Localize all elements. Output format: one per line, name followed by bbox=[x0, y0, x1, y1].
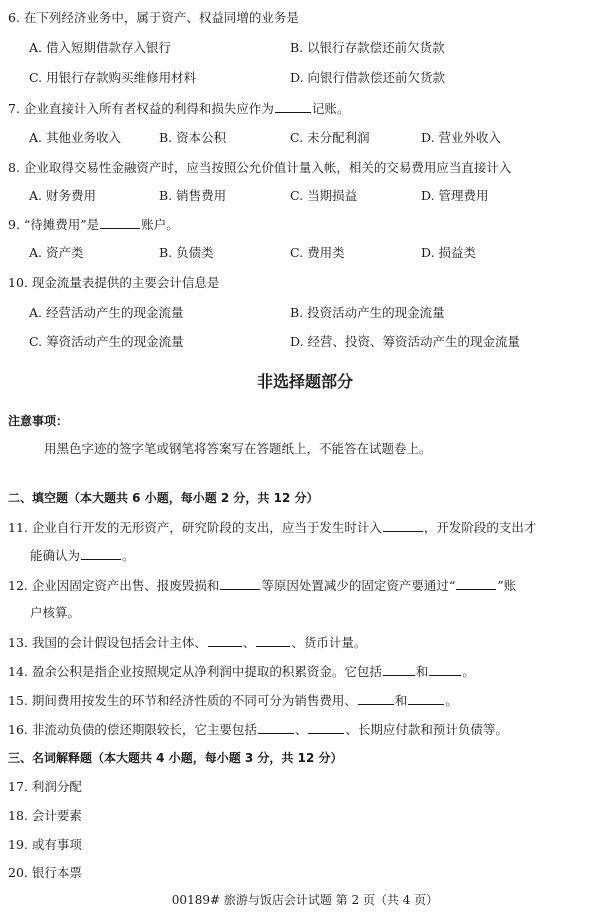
answer-blank bbox=[383, 663, 415, 676]
q6-option-d: D. 向银行借款偿还前欠货款 bbox=[290, 70, 446, 85]
q9-option-a: A. 资产类 bbox=[29, 245, 84, 260]
q7-option-a: A. 其他业务收入 bbox=[29, 130, 121, 145]
q7-stem-before: 7. 企业直接计入所有者权益的利得和损失应作为 bbox=[8, 101, 274, 116]
q15-text-b: 和 bbox=[394, 693, 408, 708]
q10-stem: 10. 现金流量表提供的主要会计信息是 bbox=[8, 275, 220, 290]
q12-text-a: 12. 企业因固定资产出售、报废毁损和 bbox=[8, 578, 220, 593]
part3-title: 三、名词解释题（本大题共 4 小题，每小题 3 分，共 12 分） bbox=[8, 751, 343, 765]
q11-line2 bbox=[30, 547, 135, 564]
answer-blank bbox=[308, 721, 344, 734]
q8-option-a: A. 财务费用 bbox=[29, 188, 96, 203]
q14-line bbox=[8, 663, 475, 680]
notice-body: 用黑色字迹的签字笔或钢笔将答案写在答题纸上，不能答在试题卷上。 bbox=[44, 441, 432, 456]
q9-option-b: B. 负债类 bbox=[159, 245, 214, 260]
q6-stem: 6. 在下列经济业务中，属于资产、权益同增的业务是 bbox=[8, 10, 299, 25]
q17-term: 17. 利润分配 bbox=[8, 779, 82, 794]
q19-term: 19. 或有事项 bbox=[8, 837, 82, 852]
q13-text-c: 、货币计量。 bbox=[291, 635, 367, 650]
answer-blank bbox=[100, 216, 140, 229]
q11-text-c: 能确认为 bbox=[30, 548, 81, 563]
q11-line1 bbox=[8, 519, 536, 536]
answer-blank bbox=[258, 721, 294, 734]
q14-text-c: 。 bbox=[462, 664, 475, 679]
q6-option-b: B. 以银行存款偿还前欠货款 bbox=[290, 40, 445, 55]
q13-text-a: 13. 我国的会计假设包括会计主体、 bbox=[8, 635, 207, 650]
q7-option-b: B. 资本公积 bbox=[159, 130, 227, 145]
q15-line bbox=[8, 692, 458, 709]
part2-title: 二、填空题（本大题共 6 小题，每小题 2 分，共 12 分） bbox=[8, 491, 319, 505]
q15-text-c: 。 bbox=[445, 693, 458, 708]
q18-term: 18. 会计要素 bbox=[8, 808, 82, 823]
q10-option-b: B. 投资活动产生的现金流量 bbox=[290, 305, 445, 320]
q11-text-b: ，开发阶段的支出才 bbox=[423, 520, 537, 535]
q7-option-d: D. 营业外收入 bbox=[421, 130, 502, 145]
q8-option-b: B. 销售费用 bbox=[159, 188, 227, 203]
q13-text-b: 、 bbox=[242, 635, 256, 650]
q8-option-c: C. 当期损益 bbox=[290, 188, 358, 203]
q7-stem-after: 记账。 bbox=[311, 101, 350, 116]
q8-option-d: D. 管理费用 bbox=[421, 188, 489, 203]
q10-option-d: D. 经营、投资、筹资活动产生的现金流量 bbox=[290, 334, 521, 349]
q6-option-a: A. 借入短期借款存入银行 bbox=[29, 40, 171, 55]
q7-stem bbox=[8, 100, 349, 117]
q8-stem: 8. 企业取得交易性金融资产时，应当按照公允价值计量入帐，相关的交易费用应当直接计入 bbox=[8, 160, 512, 175]
q12-line1 bbox=[8, 577, 516, 594]
q12-text-c: ”账 bbox=[497, 578, 517, 593]
q11-text-d: 。 bbox=[122, 548, 135, 563]
q13-line bbox=[8, 634, 366, 651]
q9-option-c: C. 费用类 bbox=[290, 245, 345, 260]
answer-blank bbox=[383, 519, 423, 532]
answer-blank bbox=[429, 663, 461, 676]
answer-blank bbox=[81, 547, 121, 560]
q16-line bbox=[8, 721, 508, 738]
q9-option-d: D. 损益类 bbox=[421, 245, 477, 260]
answer-blank bbox=[220, 577, 260, 590]
q12-line2: 户核算。 bbox=[30, 605, 81, 620]
q9-stem-before: 9. “待摊费用”是 bbox=[8, 217, 100, 232]
q16-text-c: 、长期应付款和预计负债等。 bbox=[345, 722, 508, 737]
q10-option-c: C. 筹资活动产生的现金流量 bbox=[29, 334, 184, 349]
answer-blank bbox=[358, 692, 394, 705]
q11-text-a: 11. 企业自行开发的无形资产，研究阶段的支出，应当于发生时计入 bbox=[8, 520, 382, 535]
section-heading: 非选择题部分 bbox=[256, 372, 353, 391]
q12-text-b: 等原因处置减少的固定资产要通过“ bbox=[261, 578, 456, 593]
q14-text-a: 14. 盈余公积是指企业按照规定从净利润中提取的积累资金。它包括 bbox=[8, 664, 382, 679]
q9-stem-after: 账户。 bbox=[141, 217, 179, 232]
q15-text-a: 15. 期间费用按发生的环节和经济性质的不同可分为销售费用、 bbox=[8, 693, 357, 708]
q6-option-c: C. 用银行存款购买维修用材料 bbox=[29, 70, 197, 85]
q20-term: 20. 银行本票 bbox=[8, 865, 82, 880]
notice-title: 注意事项： bbox=[8, 414, 69, 428]
answer-blank bbox=[408, 692, 444, 705]
answer-blank bbox=[208, 634, 242, 647]
q9-stem bbox=[8, 216, 179, 233]
q16-text-a: 16. 非流动负债的偿还期限较长，它主要包括 bbox=[8, 722, 257, 737]
q7-option-c: C. 未分配利润 bbox=[290, 130, 370, 145]
page-footer: 00189# 旅游与饭店会计试题 第 2 页（共 4 页） bbox=[171, 893, 439, 907]
q16-text-b: 、 bbox=[294, 722, 308, 737]
answer-blank bbox=[256, 634, 290, 647]
q14-text-b: 和 bbox=[415, 664, 429, 679]
answer-blank bbox=[275, 100, 311, 113]
q10-option-a: A. 经营活动产生的现金流量 bbox=[29, 305, 184, 320]
answer-blank bbox=[456, 577, 496, 590]
